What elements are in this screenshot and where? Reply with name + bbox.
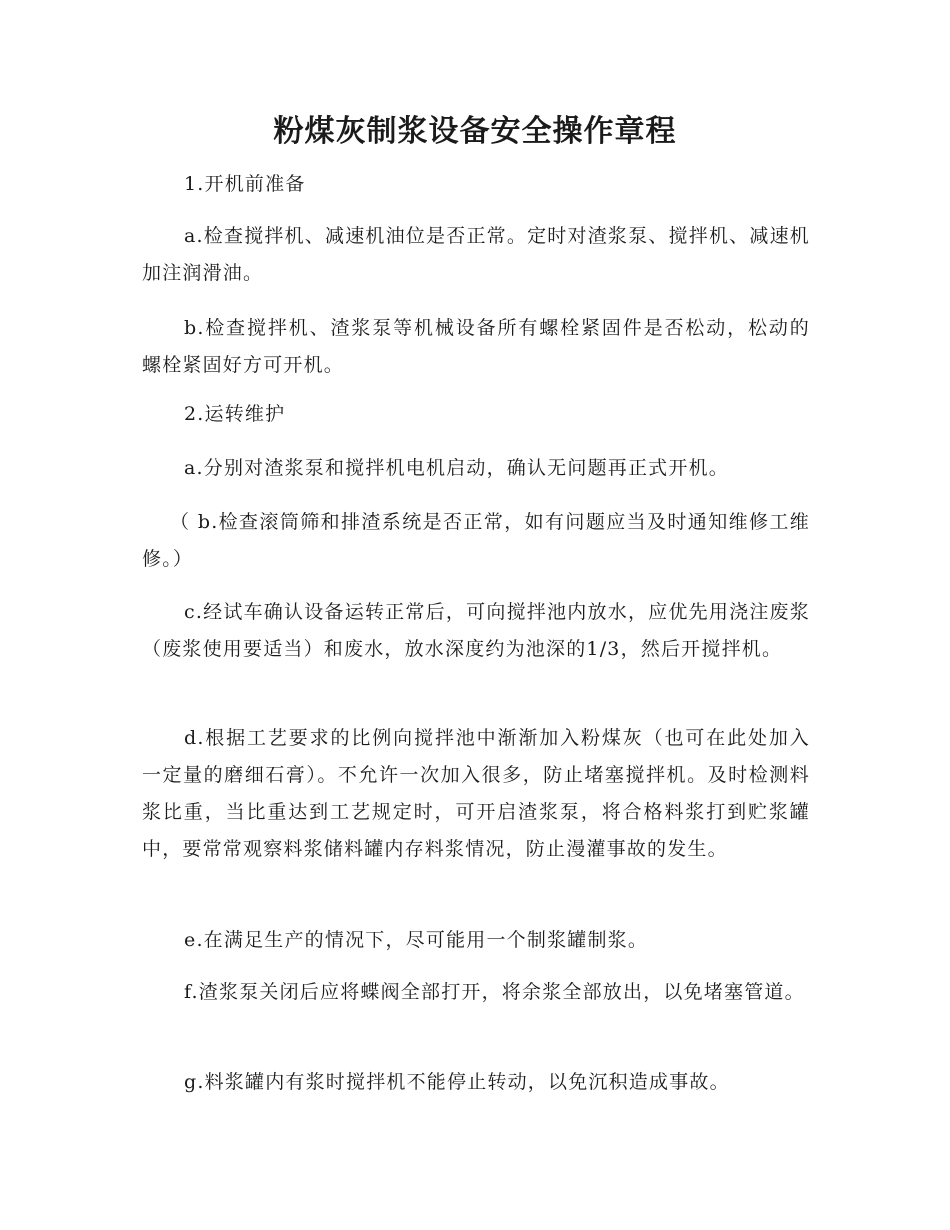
paragraph-check-oil: a.检查搅拌机、减速机油位是否正常。定时对渣浆泵、搅拌机、减速机加注润滑油。 bbox=[142, 225, 810, 284]
paragraph-keep-stirring: g.料浆罐内有浆时搅拌机不能停止转动，以免沉积造成事故。 bbox=[184, 1071, 730, 1093]
section-heading-operation: 2.运转维护 bbox=[184, 403, 286, 425]
paragraph-check-bolts: b.检查搅拌机、渣浆泵等机械设备所有螺栓紧固件是否松动，松动的螺栓紧固好方可开机。 bbox=[142, 317, 810, 376]
document-title: 粉煤灰制浆设备安全操作章程 bbox=[273, 114, 677, 149]
paragraph-start-motors: a.分别对渣浆泵和搅拌机电机启动，确认无问题再正式开机。 bbox=[184, 457, 729, 479]
paragraph-open-valve: f.渣浆泵关闭后应将蝶阀全部打开，将余浆全部放出，以免堵塞管道。 bbox=[184, 981, 805, 1003]
paragraph-single-tank: e.在满足生产的情况下，尽可能用一个制浆罐制浆。 bbox=[184, 929, 649, 951]
paragraph-check-screen: （ b.检查滚筒筛和排渣系统是否正常，如有问题应当及时通知维修工维修。） bbox=[142, 511, 810, 570]
paragraph-add-water: c.经试车确认设备运转正常后，可向搅拌池内放水，应优先用浇注废浆（废浆使用要适当）和废水，放水深度约为池深的1/3，然后开搅拌机。 bbox=[142, 601, 810, 660]
section-heading-preparation: 1.开机前准备 bbox=[184, 173, 306, 195]
paragraph-add-flyash: d.根据工艺要求的比例向搅拌池中渐渐加入粉煤灰（也可在此处加入一定量的磨细石膏）。不允许一次加入很多，防止堵塞搅拌机。及时检测料浆比重，当比重达到工艺规定时，可开启渣浆泵，将合格料浆打到贮浆罐中，要常常观察料浆储料罐内存料浆情况，防止漫灌事故的发生。 bbox=[142, 727, 810, 860]
